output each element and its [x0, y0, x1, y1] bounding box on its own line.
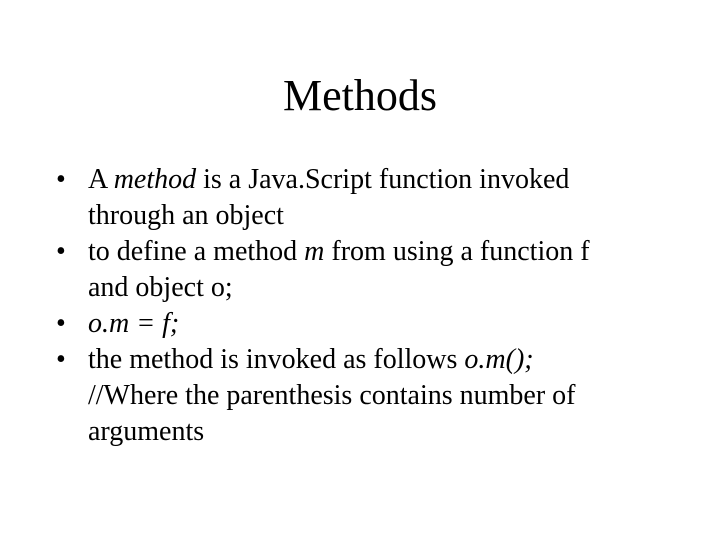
text-segment: A	[88, 164, 114, 195]
italic-term: method	[113, 164, 197, 195]
slide-title: Methods	[283, 71, 437, 120]
bullet-line	[88, 234, 696, 270]
bullet-line: //Where the parenthesis contains number of	[88, 380, 576, 411]
bullet-icon: •	[56, 236, 66, 267]
code-expression: o.m();	[464, 344, 534, 375]
code-expression: o.m = f;	[88, 308, 180, 339]
text-segment: to define a method	[88, 236, 305, 267]
bullet-item-method-definition	[56, 162, 696, 234]
bullet-line	[88, 162, 696, 198]
text-segment: from using a function f	[324, 236, 590, 267]
bullet-line: through an object	[88, 200, 284, 231]
text-segment: is a Java.Script function invoked	[196, 164, 570, 195]
italic-term: m	[304, 236, 325, 267]
bullet-line: and object o;	[88, 272, 233, 303]
bullet-item-assignment	[56, 306, 696, 342]
bullet-line	[88, 342, 696, 378]
bullet-item-define-method	[56, 234, 696, 306]
text-segment: the method is invoked as follows	[88, 344, 465, 375]
bullet-line: arguments	[88, 416, 205, 447]
bullet-icon: •	[56, 308, 66, 339]
bullet-item-invocation	[56, 342, 696, 450]
bullet-icon: •	[56, 164, 66, 195]
bullet-list	[56, 162, 696, 450]
bullet-icon: •	[56, 344, 66, 375]
